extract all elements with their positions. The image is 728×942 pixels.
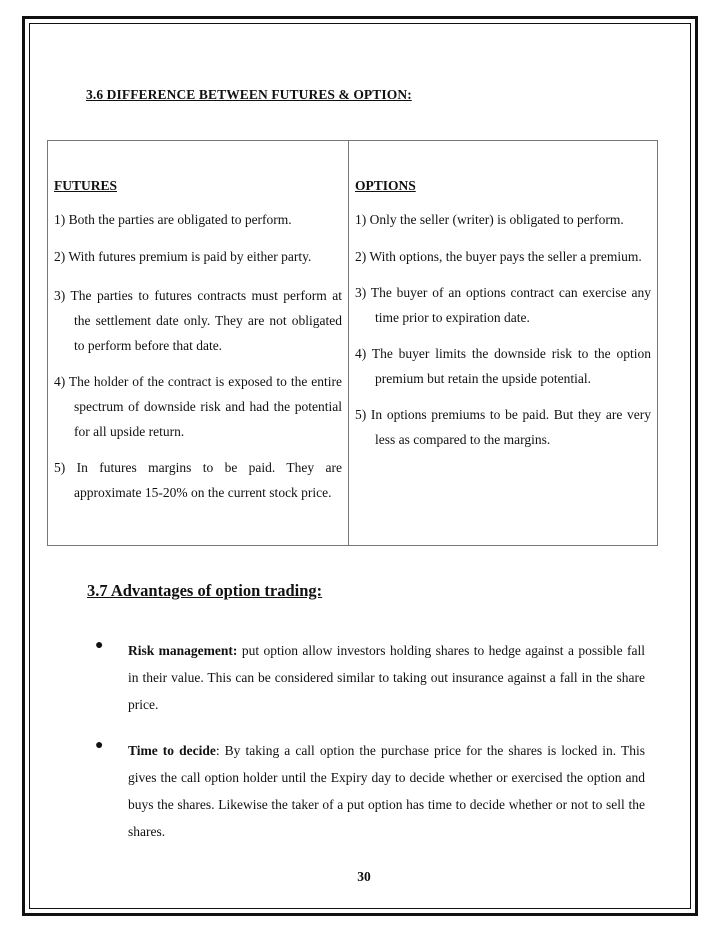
bullet-text: : By taking a call option the purchase price for the shares is locked in. This gives the call option holder until the Expiry day to decide whether or exercised the option and buys the shares. Likewise the taker of a put option has time to decide whether or not to sell the shares.	[128, 743, 645, 839]
options-point-3: 3) The buyer of an options contract can exercise any time prior to expiration date.	[355, 285, 651, 325]
futures-point-3: 3) The parties to futures contracts must perform at the settlement date only. They are not obligated to perform before that date.	[54, 288, 342, 353]
futures-column-heading: FUTURES	[54, 178, 118, 193]
bullet-icon: ●	[95, 738, 104, 753]
futures-point-5: 5) In futures margins to be paid. They are approximate 15-20% on the current stock price.	[54, 460, 342, 500]
futures-column	[48, 141, 349, 546]
futures-point-4: 4) The holder of the contract is exposed to the entire spectrum of downside risk and had the potential for all upside return.	[54, 374, 342, 439]
futures-options-table	[47, 140, 658, 546]
options-column-heading: OPTIONS	[355, 178, 416, 193]
section-heading-3-6: 3.6 DIFFERENCE BETWEEN FUTURES & OPTION:	[86, 87, 412, 102]
bullet-risk-management	[95, 637, 645, 718]
options-column	[349, 141, 658, 546]
options-point-4: 4) The buyer limits the downside risk to the option premium but retain the upside potential.	[355, 346, 651, 386]
options-point-2: 2) With options, the buyer pays the seller a premium.	[355, 249, 642, 264]
futures-point-1: 1) Both the parties are obligated to perform.	[54, 212, 292, 227]
page-number: 30	[357, 869, 371, 884]
bullet-time-to-decide	[95, 737, 645, 845]
options-point-1: 1) Only the seller (writer) is obligated to perform.	[355, 212, 624, 227]
bullet-icon: ●	[95, 638, 104, 653]
bullet-title: Time to decide	[128, 743, 216, 758]
options-point-5: 5) In options premiums to be paid. But they are very less as compared to the margins.	[355, 407, 651, 447]
section-heading-3-7: 3.7 Advantages of option trading:	[87, 581, 323, 600]
bullet-title: Risk management:	[128, 643, 238, 658]
futures-point-2: 2) With futures premium is paid by either party.	[54, 249, 312, 264]
bullet-text: put option allow investors holding shares to hedge against a possible fall in their value. This can be considered similar to taking out insurance against a fall in the share price.	[128, 643, 645, 712]
